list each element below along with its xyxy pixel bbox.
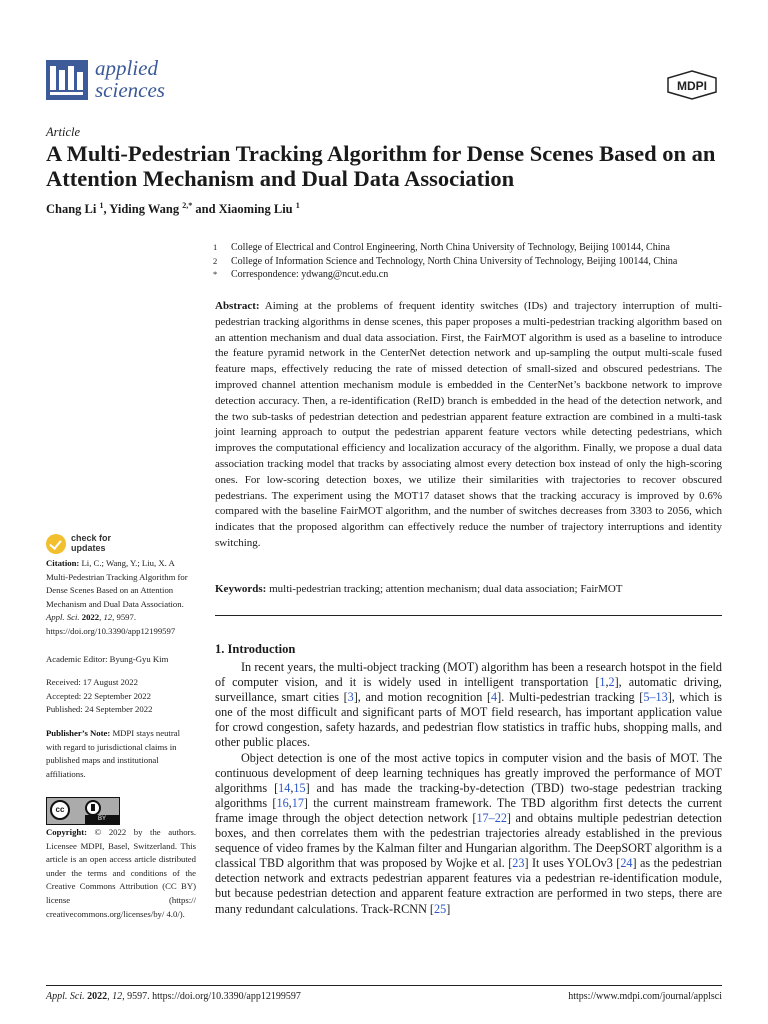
citation-volume: 12: [103, 612, 113, 623]
reference-link[interactable]: 16: [276, 795, 289, 810]
affiliation-text: College of Electrical and Control Engineering, North China University of Technology, Beijing 100144, China: [231, 242, 670, 253]
check-updates-line2: updates: [71, 543, 106, 553]
copyright-block: [46, 826, 196, 921]
academic-editor: Academic Editor: Byung-Gyu Kim: [46, 654, 169, 664]
accepted-date: Accepted: 22 September 2022: [46, 690, 151, 701]
attribution-icon: [85, 800, 101, 816]
author-separator: and: [192, 202, 219, 217]
paragraph-text: ,: [288, 795, 292, 810]
copyright-label: Copyright:: [46, 827, 88, 837]
journal-name-line2: sciences: [95, 78, 165, 102]
paragraph-text: ] as the pedestrian detection network and extracts pedestrian apparent features via a pedestrian re-identification module, but because pedestrian detection and apparent feature extraction are performed in two steps, there are many redundant calculations. Track-RCNN [: [215, 856, 723, 916]
citation-text: Li, C.; Wang, Y.; Liu, X. A Multi-Pedestrian Tracking Algorithm for Dense Scenes Based on an Attention Mechanism and Dual Data Association.: [46, 558, 188, 609]
dates-block: [46, 676, 196, 717]
abstract-label: Abstract:: [215, 300, 260, 312]
author-list: [46, 201, 300, 217]
citation-doi-link[interactable]: https://doi.org/10.3390/app12199597: [46, 625, 176, 636]
correspondence-email[interactable]: Correspondence: ydwang@ncut.edu.cn: [231, 269, 389, 280]
footer-year: 2022: [87, 991, 108, 1002]
keywords-label: Keywords:: [215, 583, 267, 595]
reference-link[interactable]: 1: [599, 675, 606, 690]
reference-link[interactable]: 25: [434, 901, 447, 916]
keywords-text: multi-pedestrian tracking; attention mechanism; dual data association; FairMOT: [269, 583, 623, 595]
paragraph-text: ] and obtains multiple pedestrian detection boxes, and then correlates them with the pedestrian trajectories already established in the previous sequence of video frames by the Kalman filter and Hungarian algorithm. The DeepSORT algorithm is a classical TBD algorithm that was proposed by Wojke et al. [: [215, 810, 722, 871]
publisher-note: [46, 727, 196, 781]
publisher-note-label: Publisher’s Note:: [46, 728, 111, 738]
cc-icon: cc: [50, 800, 70, 820]
footer-citation: Appl. Sci. 2022, 12, 9597. https://doi.org/10.3390/app12199597: [46, 991, 301, 1002]
author-affil: 1: [295, 201, 300, 210]
footer-journal: Appl. Sci.: [46, 991, 85, 1002]
abstract-text: Aiming at the problems of frequent identity switches (IDs) and trajectory interruption of multi-pedestrian tracking algorithms in dense scenes, this paper proposes a multi-pedestrian tracking algorithm based on an attention mechanism and dual data association. First, the FairMOT algorithm is used as a baseline to introduce the feature pyramid network in the CenterNet detection network and up-sampling the output multi-scale fused feature maps, effectively reducing the rate of missed detection of small-sized and obscured pedestrians. The improved channel attention mechanism module is embedded in the CenterNet’s backbone network to improve detection accuracy. Then, a re-identification (ReID) branch is embedded in the head of the detection network, and the two sub-tasks of pedestrian detection and pedestrian apparent feature extraction are combined in a multi-task joint learning approach to output the pedestrian apparent feature vectors while detecting pedestrians, which improves the computational efficiency and localization accuracy of the algorithm. Finally, we propose a dual data association tracking model that tracks by associating almost every detection box instead of only the high-scoring ones. For low-scoring detection boxes, we utilize their similarities with trajectories to recover obscured pedestrians. The experiment using the MOT17 dataset shows that the tracking accuracy is improved by 0.6% compared with the baseline FairMOT algorithm, and the number of switches decreases from 3303 to 2056, which indicates that the proposed algorithm can effectively reduce the number of trajectory interruptions and identity switching.: [215, 300, 722, 549]
reference-link[interactable]: 4: [491, 690, 498, 705]
paragraph-text: ]. Multi-pedestrian tracking [: [497, 690, 644, 705]
article-type: Article: [46, 125, 81, 139]
check-updates-icon: [46, 534, 66, 554]
author-separator: ,: [103, 202, 110, 217]
paragraph-text: ] and has made the tracking-by-detection (TBD) two-stage pedestrian tracking algorithms [: [215, 780, 722, 810]
footer-journal-url[interactable]: https://www.mdpi.com/journal/applsci: [568, 991, 722, 1002]
paragraph-text: ]: [446, 901, 451, 916]
footer-volume: 12: [112, 991, 123, 1002]
by-label: BY: [85, 815, 119, 824]
section-divider: [215, 615, 722, 616]
reference-link[interactable]: 17–22: [476, 810, 507, 825]
reference-link[interactable]: 23: [512, 856, 525, 871]
citation-pages: , 9597.: [112, 612, 137, 623]
check-updates-line1: check for: [71, 533, 112, 543]
citation-journal: Appl. Sci.: [46, 612, 80, 623]
paragraph-text: ,: [290, 780, 294, 795]
author-name: Yiding Wang: [109, 202, 180, 217]
author-name: Xiaoming Liu: [218, 202, 293, 217]
body-text: [215, 660, 722, 917]
publisher-note-text: MDPI stays neutral with regard to jurisdictional claims in published maps and institutional affiliations.: [46, 728, 180, 779]
affiliation-row: [213, 255, 733, 269]
paragraph-text: ], which is one of the most difficult and significant parts of MOT field research, has important application value for crowd congestion, safety hazards, and pedestrian flow statistics in traffic hubs, shopping malls, and other public places.: [215, 690, 722, 750]
journal-name-line1: applied: [95, 56, 158, 80]
abstract: [215, 299, 722, 552]
reference-link[interactable]: 24: [620, 856, 633, 871]
mdpi-logo-icon: [666, 70, 718, 100]
affiliation-row: [213, 241, 733, 255]
paragraph-text: ], and motion recognition [: [353, 690, 492, 705]
check-for-updates-button[interactable]: [46, 533, 136, 557]
reference-link[interactable]: 3: [347, 690, 354, 705]
paragraph-text: In recent years, the multi-object tracking (MOT) algorithm has been a research hotspot in the field of computer vision, and it is widely used in intelligent transportation [: [215, 660, 722, 690]
citation-block: Citation: Li, C.; Wang, Y.; Liu, X. A Multi-Pedestrian Tracking Algorithm for Dense Scenes Based on an Attention Mechanism and Dual Data Association. Appl. Sci. 2022, 12, 9597. https://doi.org/10.3390/app12199597: [46, 558, 188, 636]
footer-divider: [46, 985, 722, 986]
citation-label: Citation:: [46, 558, 80, 568]
section-heading: 1. Introduction: [215, 642, 296, 656]
paragraph-text: ], automatic driving, surveillance, smart cities [: [215, 675, 722, 705]
article-title: A Multi-Pedestrian Tracking Algorithm for Dense Scenes Based on an Attention Mechanism and Dual Data Association: [46, 141, 716, 191]
applied-sciences-logo-icon: [46, 60, 88, 100]
affiliation-row: [213, 268, 733, 282]
paragraph-text: ] the current mainstream framework. The TBD algorithm first detects the current frame image through the object detection network [: [215, 795, 722, 825]
citation-year: 2022: [81, 612, 100, 623]
body-paragraph: [215, 660, 722, 751]
affiliation-mark: 1: [213, 242, 218, 252]
keywords: [215, 583, 722, 595]
reference-link[interactable]: 5–13: [643, 690, 668, 705]
paragraph-text: Object detection is one of the most active topics in computer vision and the basis of MOT. The continuous development of deep learning techniques has greatly improved the performance of MOT algorithms [: [215, 750, 722, 795]
affiliation-text: College of Information Science and Technology, North China University of Technology, Beijing 100144, China: [231, 255, 678, 267]
received-date: Received: 17 August 2022: [46, 677, 138, 687]
reference-link[interactable]: 15: [293, 780, 306, 795]
published-date: Published: 24 September 2022: [46, 704, 153, 715]
journal-name: [95, 57, 165, 101]
publisher-name: MDPI: [677, 79, 707, 93]
author-name: Chang Li: [46, 202, 97, 217]
paragraph-text: ,: [605, 675, 609, 690]
affiliations: [213, 241, 733, 282]
body-paragraph: [215, 751, 722, 917]
reference-link[interactable]: 14: [278, 780, 291, 795]
footer-doi[interactable]: , 9597. https://doi.org/10.3390/app12199597: [122, 991, 301, 1002]
reference-link[interactable]: 17: [291, 795, 304, 810]
cc-by-license-badge[interactable]: [46, 797, 120, 825]
reference-link[interactable]: 2: [608, 675, 615, 690]
affiliation-mark: 2: [213, 255, 218, 266]
copyright-text: © 2022 by the authors. Licensee MDPI, Basel, Switzerland. This article is an open access article distributed under the terms and conditions of the Creative Commons Attribution (CC BY) license (https:// creativecommons.org/licenses/by/ 4.0/).: [46, 827, 196, 919]
paragraph-text: ] It uses YOLOv3 [: [524, 856, 621, 871]
check-updates-label: [71, 533, 111, 553]
affiliation-mark: *: [213, 269, 218, 279]
author-affil: 2,*: [182, 201, 193, 210]
author-affil: 1: [99, 201, 104, 210]
